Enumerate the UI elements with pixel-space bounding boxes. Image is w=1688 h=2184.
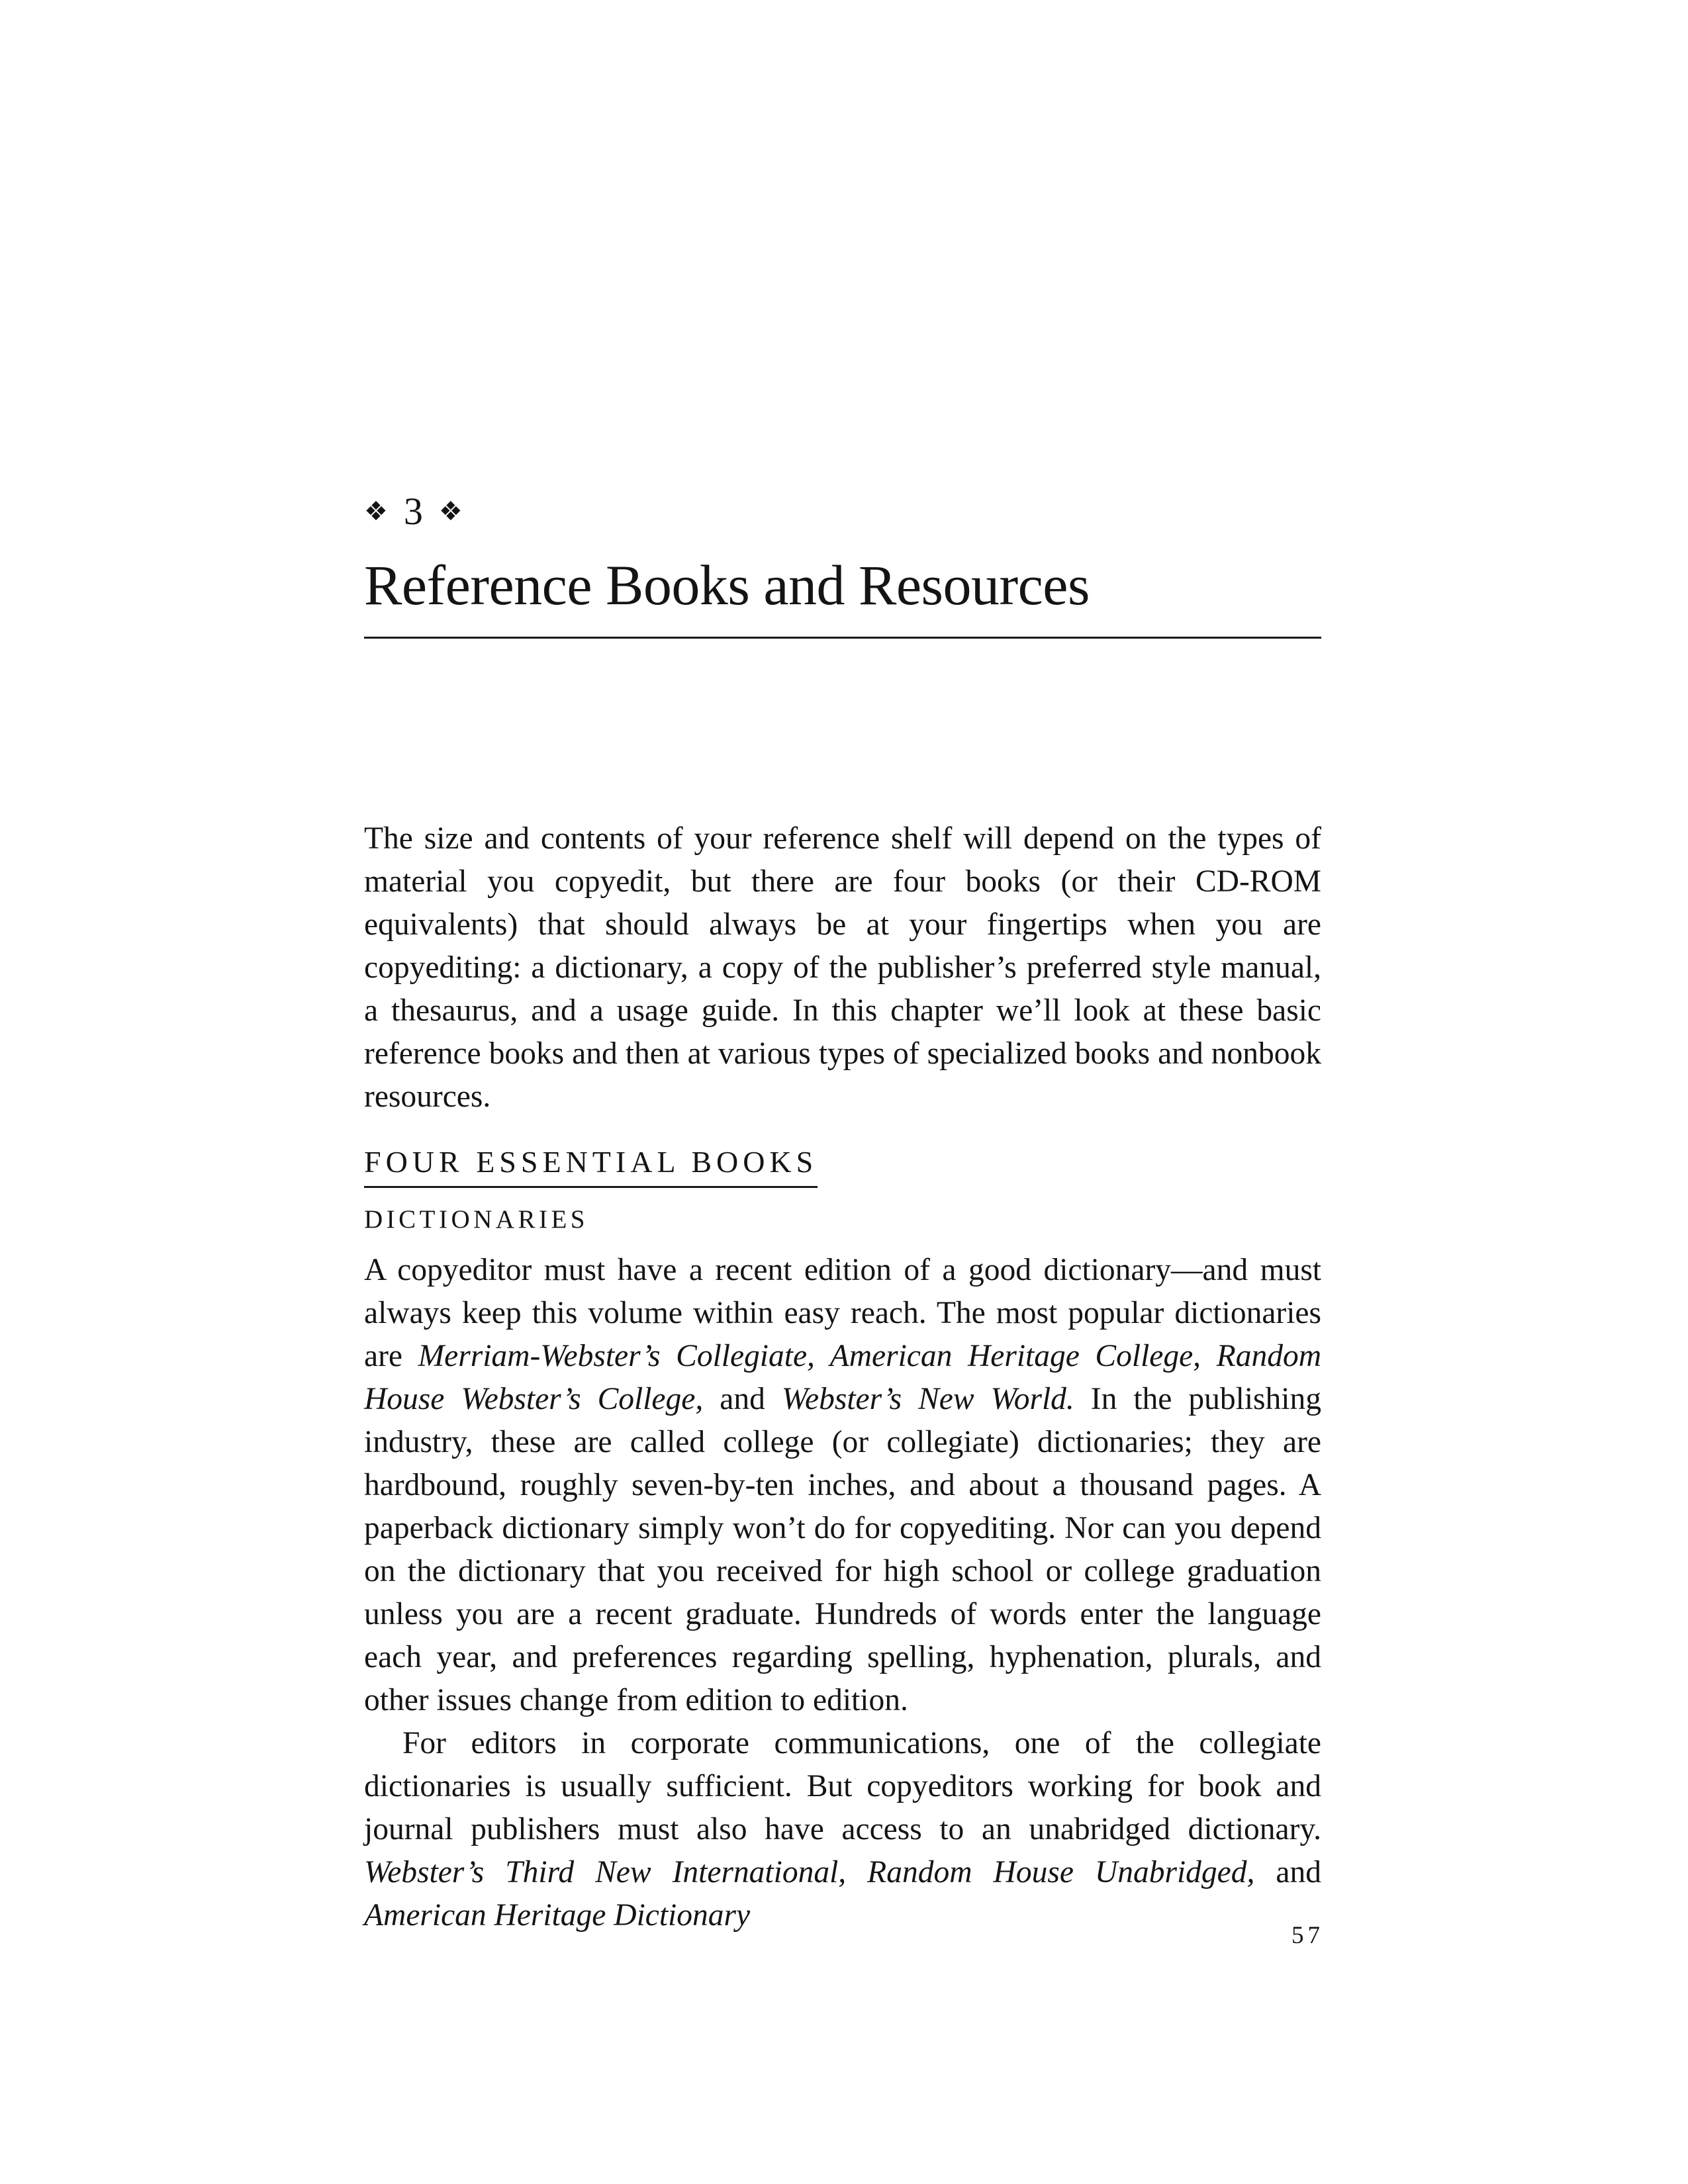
dictionaries-paragraph bbox=[364, 1249, 1321, 1722]
fleuron-icon: ❖ bbox=[438, 496, 463, 527]
text-run: In the publishing industry, these are called college (or collegiate) dictionaries; they are hardbound, roughly seven-by-ten inches, and about a thousand pages. A paperback dictionary simply won’t do for copyediting. Nor can you depend on the dictionary that you received for high school or college graduation unless you are a recent graduate. Hundreds of words enter the language each year, and preferences regarding spelling, hyphenation, plurals, and other issues change from edition to edition. bbox=[364, 1382, 1321, 1717]
subsection-heading: DICTIONARIES bbox=[364, 1205, 588, 1234]
text-run: For editors in corporate communications, one of the collegiate dictionaries is usually sufficient. But copyeditors working for book and journal publishers must also have access to an unabridged dictionary. bbox=[364, 1726, 1321, 1846]
page-number: 57 bbox=[1291, 1922, 1324, 1949]
fleuron-icon: ❖ bbox=[364, 496, 388, 527]
editors-paragraph bbox=[364, 1722, 1321, 1937]
italic-titles: Webster’s Third New International, Random House Unabridged, bbox=[364, 1855, 1255, 1889]
text-run: and bbox=[1254, 1855, 1321, 1889]
title-rule bbox=[364, 637, 1321, 639]
italic-titles: Merriam-Webster’s Collegiate, American Heritage College, Random House Webster’s College, bbox=[364, 1339, 1321, 1416]
italic-title: American Heritage Dictionary bbox=[364, 1898, 751, 1933]
chapter-number-line bbox=[364, 488, 1321, 535]
section-heading: FOUR ESSENTIAL BOOKS bbox=[364, 1142, 818, 1188]
text-run: and bbox=[703, 1382, 782, 1416]
italic-title: Webster’s New World. bbox=[781, 1382, 1074, 1416]
body-text bbox=[364, 817, 1321, 1937]
text-run: A copyeditor must have a recent edition of a good dictionary—and must always keep this volume within easy reach. The most popular dictionaries are bbox=[364, 1253, 1321, 1373]
intro-paragraph: The size and contents of your reference shelf will depend on the types of material you copyedit, but there are four books (or their CD-ROM equivalents) that should always be at your fingertips when you are copyediting: a dictionary, a copy of the publisher’s preferred style manual, a thesaurus, and a usage guide. In this chapter we’ll look at these basic reference books and then at various types of specialized books and nonbook resources. bbox=[364, 821, 1321, 1114]
chapter-title: Reference Books and Resources bbox=[364, 553, 1090, 617]
chapter-number: 3 bbox=[403, 490, 423, 533]
page-content bbox=[364, 488, 1321, 1937]
